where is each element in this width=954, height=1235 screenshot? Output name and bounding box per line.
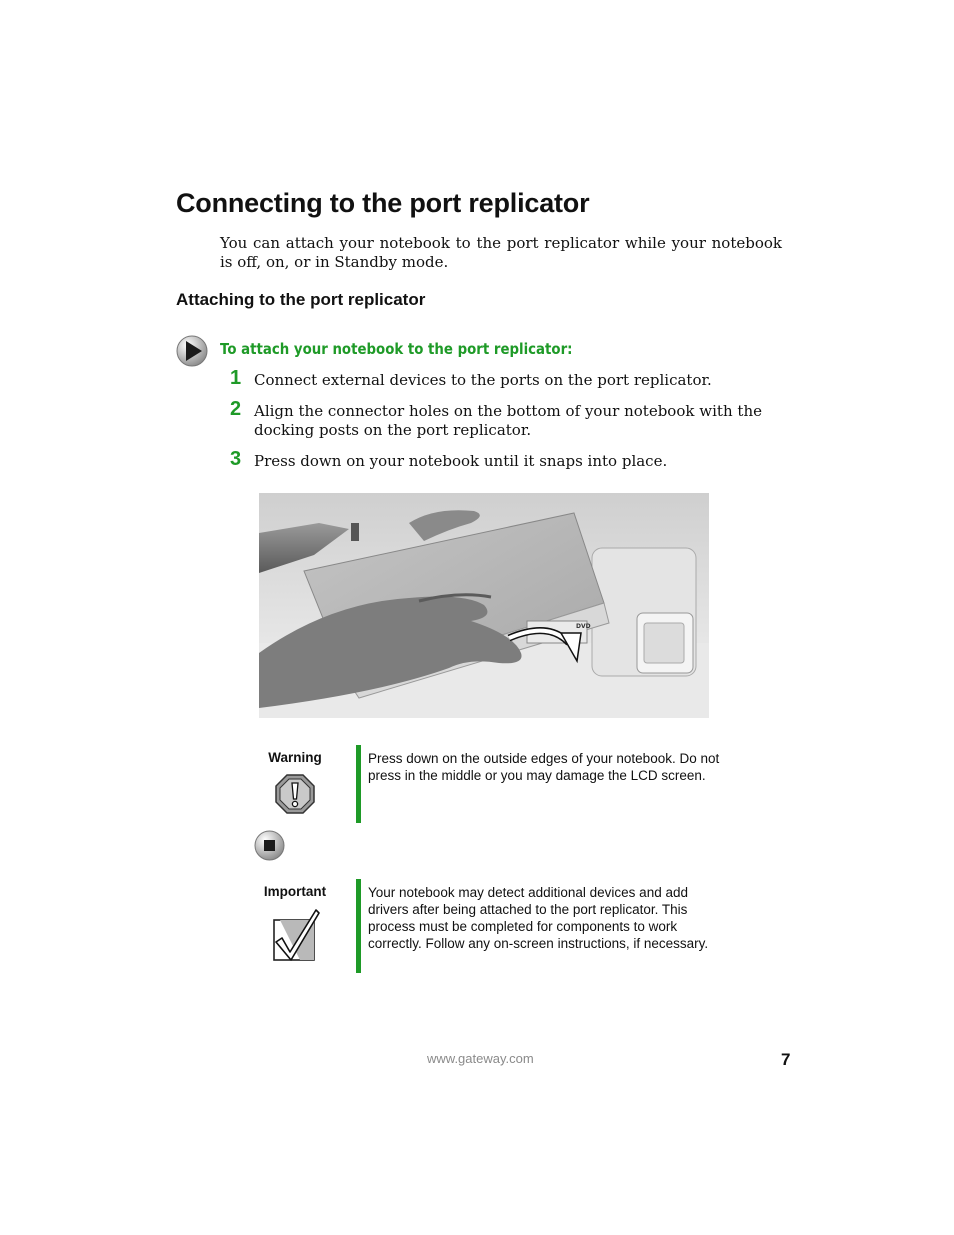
- step-text: Press down on your notebook until it snaps into place.: [254, 452, 668, 470]
- section-heading: Attaching to the port replicator: [176, 290, 426, 309]
- warning-label: Warning: [268, 750, 322, 765]
- dvd-label: DVD: [576, 623, 591, 630]
- end-of-procedure-icon: [254, 830, 285, 861]
- footer-url: www.gateway.com: [427, 1051, 534, 1066]
- warning-accent-bar: [356, 745, 361, 823]
- checkmark-icon: [270, 908, 320, 964]
- warning-text: Press down on the outside edges of your notebook. Do not press in the middle or you may damage the LCD screen.: [368, 751, 720, 783]
- procedure-arrow-icon: [176, 335, 208, 367]
- warning-icon: [275, 774, 315, 814]
- step-number: 2: [230, 398, 242, 420]
- step-number: 3: [230, 448, 242, 470]
- step-text: Connect external devices to the ports on the port replicator.: [254, 371, 712, 389]
- page-title: Connecting to the port replicator: [176, 188, 590, 218]
- step-number: 1: [230, 367, 242, 389]
- step-text: Align the connector holes on the bottom of your notebook with the docking posts on the port replicator.: [254, 402, 762, 439]
- important-text: Your notebook may detect additional devices and add drivers after being attached to the port replicator. This process must be completed for components to work correctly. Follow any on-screen instructions, if necessary.: [368, 885, 709, 951]
- important-accent-bar: [356, 879, 361, 973]
- procedure-title: To attach your notebook to the port replicator:: [220, 340, 573, 358]
- notebook-docking-photo: [259, 493, 709, 718]
- important-label: Important: [263, 884, 327, 899]
- page-number: 7: [781, 1050, 791, 1069]
- intro-paragraph: You can attach your notebook to the port replicator while your notebook is off, on, or in Standby mode.: [220, 234, 782, 271]
